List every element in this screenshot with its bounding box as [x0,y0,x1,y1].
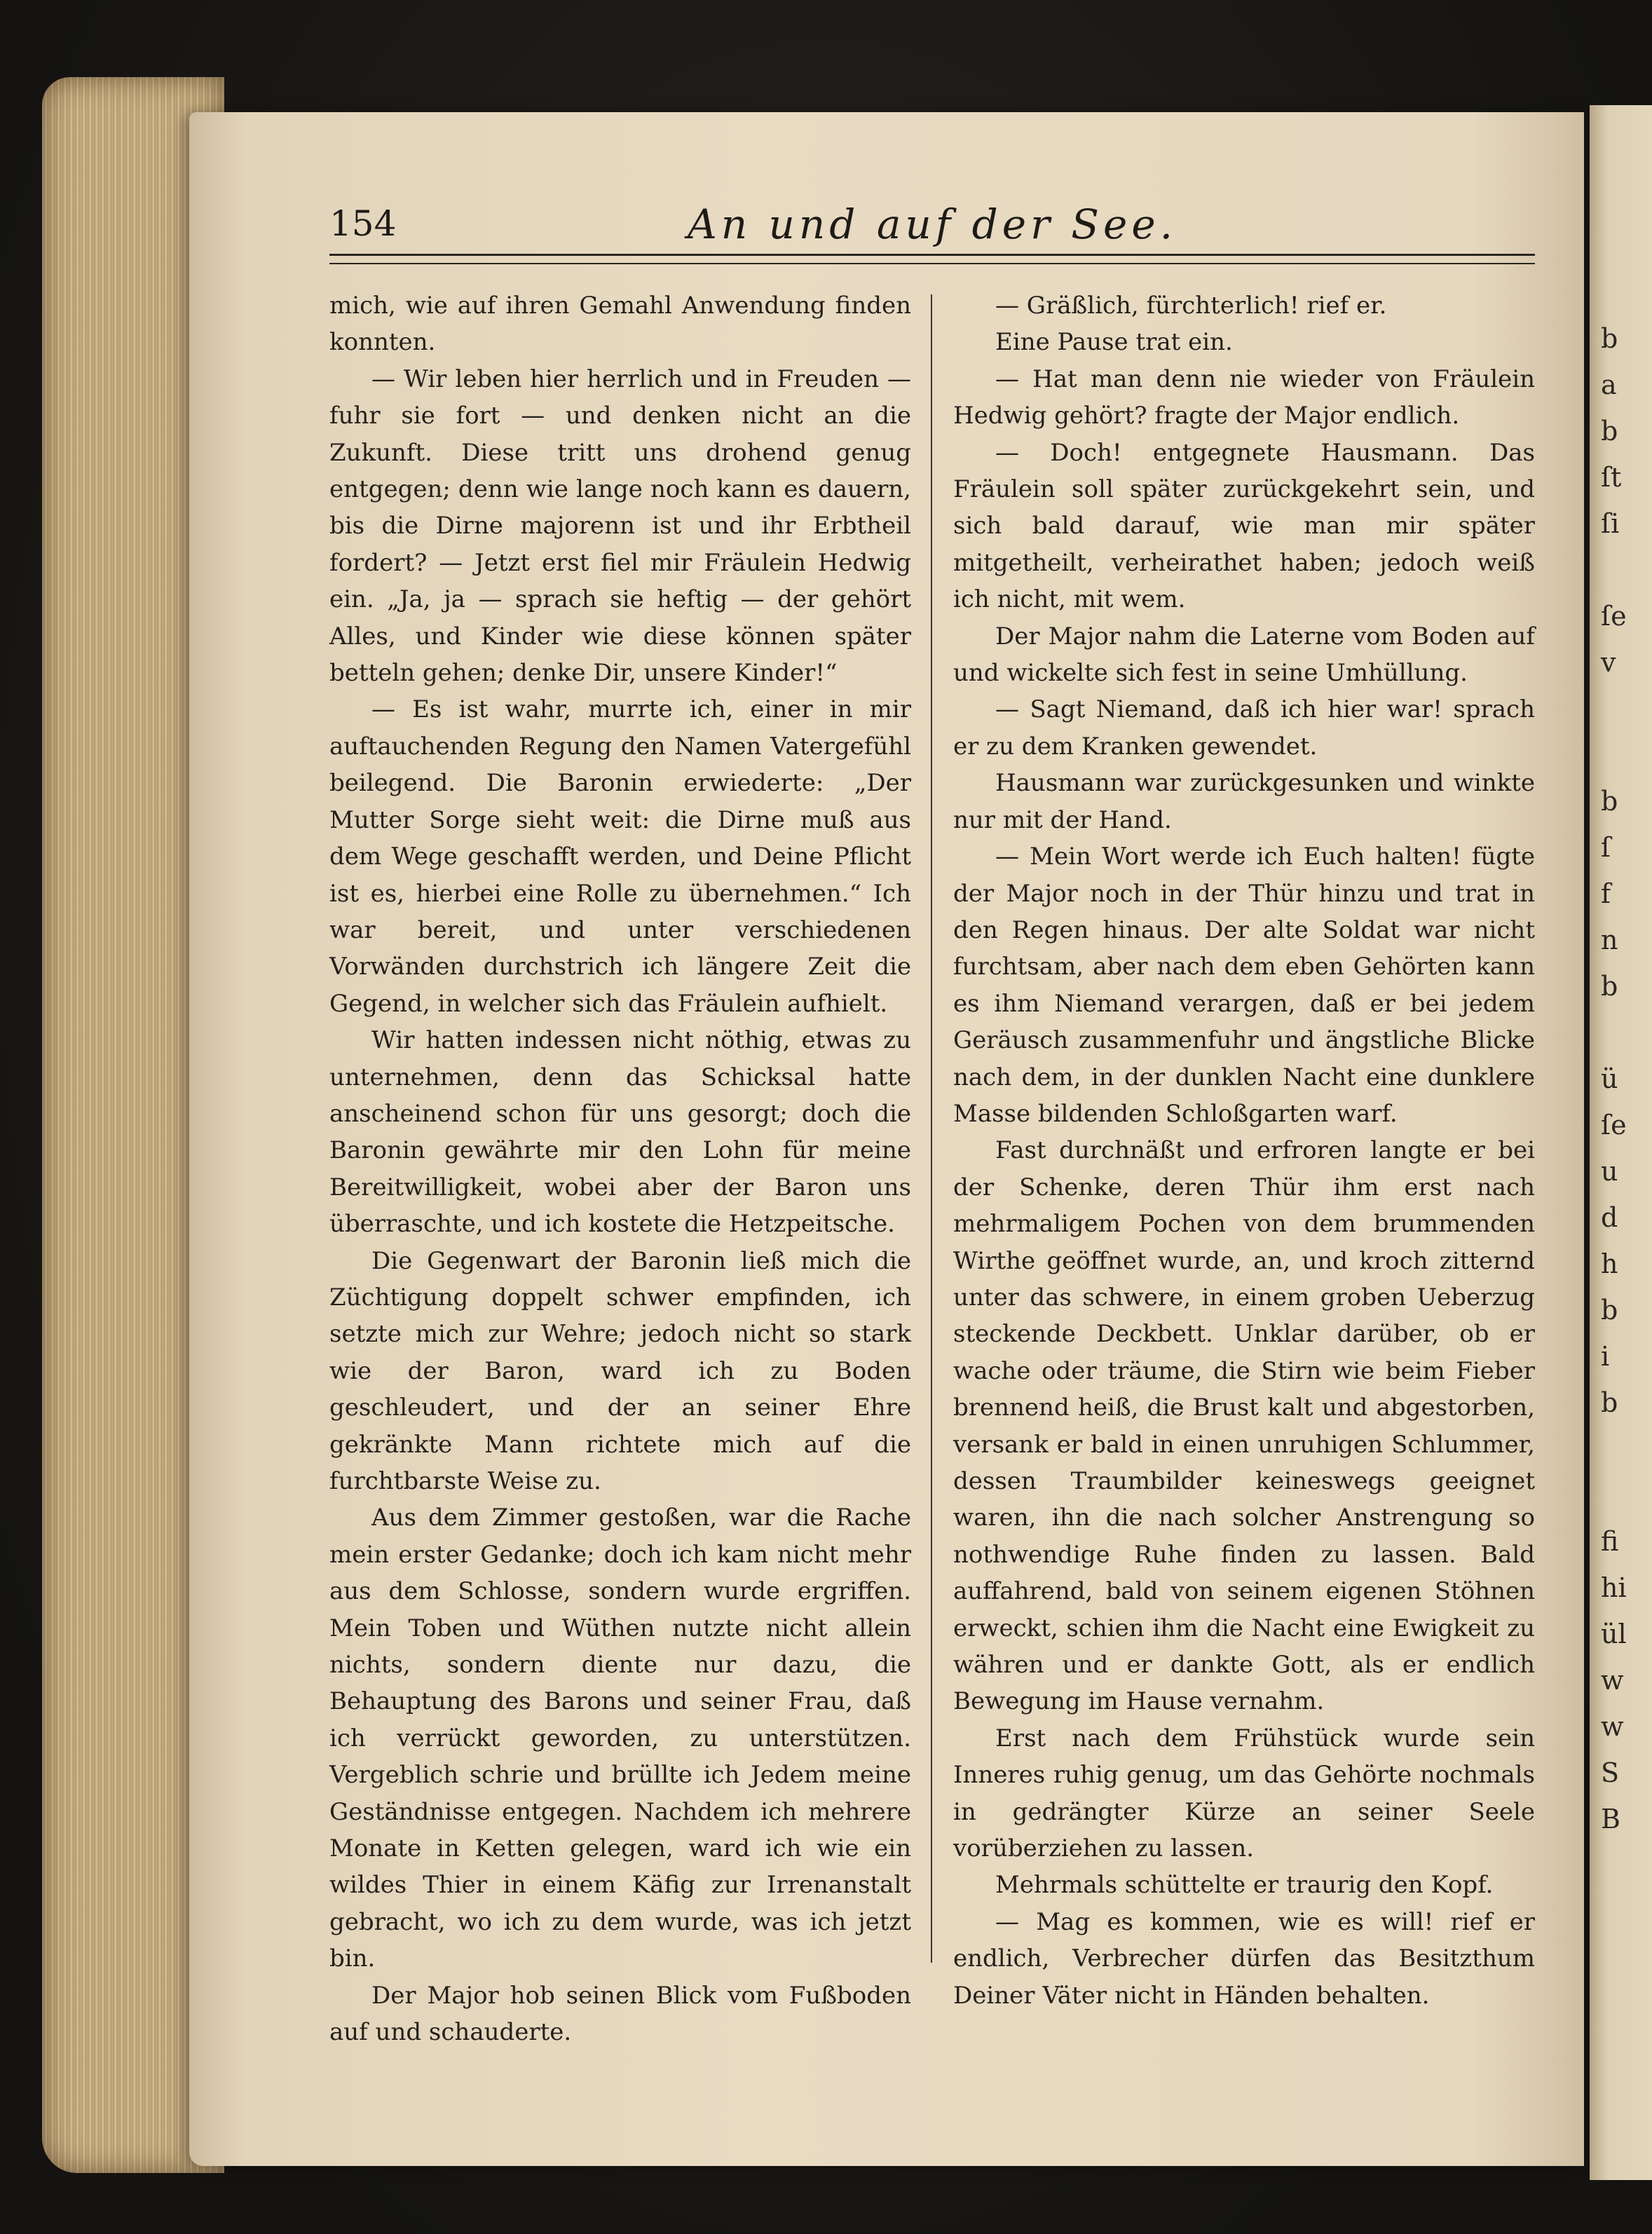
paragraph: Erst nach dem Frühstück wurde sein Inneres ruhig genug, um das Gehörte nochmals in gedrängter Kürze an seiner Seele vorüberziehen zu lassen. [953,1724,1535,1863]
paragraph: Der Major hob seinen Blick vom Fußboden auf und schauderte. [329,1981,911,2047]
paragraph: Eine Pause trat ein. [995,328,1233,357]
header-rule [329,254,1535,264]
paragraph: Aus dem Zimmer gestoßen, war die Rache mein erster Gedanke; doch ich kam nicht mehr aus dem Schlosse, sondern wurde ergriffen. Mein Toben und Wüthen nutzte nicht allein nichts, sondern diente nur dazu, die Behauptung des Barons und seiner Frau, daß ich verrückt geworden, zu unterstützen. Vergeblich schrie und brüllte ich Jedem meine Geständnisse entgegen. Nachdem ich mehrere Monate in Ketten gelegen, ward ich wie ein wildes Thier in einem Käfig zur Irrenanstalt gebracht, wo ich zu dem wurde, was ich jetzt bin. [329,1504,911,1973]
paragraph: — Hat man denn nie wieder von Fräulein Hedwig gehört? fragte der Major endlich. [953,365,1535,430]
column-divider [931,294,932,1963]
running-head [329,200,1535,252]
paragraph: — Sagt Niemand, daß ich hier war! sprach er zu dem Kranken gewendet. [953,695,1535,761]
paragraph: — Es ist wahr, murrte ich, einer in mir auftauchenden Regung den Namen Vatergefühl beilegend. Die Baronin erwiederte: „Der Mutter Sorge sieht weit: die Dirne muß aus dem Wege geschafft werden, und Deine Pflicht ist es, hierbei eine Rolle zu übernehmen.“ Ich war bereit, und unter verschiedenen Vorwänden durchstrich ich längere Zeit die Gegend, in welcher sich das Fräulein aufhielt. [329,695,911,1018]
page-number: 154 [329,203,397,244]
right-column [953,287,1535,2014]
next-page-edge [1590,105,1652,2180]
paragraph: — Mag es kommen, wie es will! rief er endlich, Verbrecher dürfen das Besitzthum Deiner Väter nicht in Händen behalten. [953,1907,1535,2010]
paragraph: Der Major nahm die Laterne vom Boden auf und wickelte sich fest in seine Umhüllung. [953,622,1535,688]
running-title: An und auf der See. [687,200,1177,248]
paragraph: Die Gegenwart der Baronin ließ mich die Züchtigung doppelt schwer empfinden, ich setzte mich zur Wehre; jedoch nicht so stark wie der Baron, ward ich zu Boden geschleudert, und der an seiner Ehre gekränkte Mann richtete mich auf die furchtbarste Weise zu. [329,1246,911,1495]
paragraph: — Gräßlich, fürchterlich! rief er. [995,292,1387,320]
paragraph: — Wir leben hier herrlich und in Freuden — fuhr sie fort — und denken nicht an die Zukunft. Diese tritt uns drohend genug entgegen; denn wie lange noch kann es dauern, bis die Dirne majorenn ist und ihr Erbtheil fordert? — Jetzt erst fiel mir Fräulein Hedwig ein. „Ja, ja — sprach sie heftig — der gehört Alles, und Kinder wie diese können später betteln gehen; denke Dir, unsere Kinder!“ [329,365,911,688]
paragraph: Mehrmals schüttelte er traurig den Kopf. [995,1871,1494,1900]
paragraph: Hausmann war zurückgesunken und winkte nur mit der Hand. [953,769,1535,834]
left-column [329,287,911,2051]
paragraph: — Doch! entgegnete Hausmann. Das Fräulein soll später zurückgekehrt sein, und sich bald darauf, wie man mir später mitgetheilt, verheirathet haben; jedoch weiß ich nicht, mit wem. [953,438,1535,614]
paragraph: — Mein Wort werde ich Euch halten! fügte der Major noch in der Thür hinzu und trat in den Regen hinaus. Der alte Soldat war nicht furchtsam, aber nach dem eben Gehörten kann es ihm Niemand verargen, daß er bei jedem Geräusch zusammenfuhr und ängstliche Blicke nach dem, in der dunklen Nacht eine dunklere Masse bildenden Schloßgarten warf. [953,843,1535,1128]
next-page-text-fragment: b a b ſt ſi ſe v b ſ f n b ü ſe u d h b i b fi hi ül w w S B [1601,323,1627,1834]
paragraph: Fast durchnäßt und erfroren langte er bei der Schenke, deren Thür ihm erst nach mehrmaligem Pochen von dem brummenden Wirthe geöffnet wurde, an, und kroch zitternd unter das schwere, in einem groben Ueberzug steckende Deckbett. Unklar darüber, ob er wache oder träume, die Stirn wie beim Fieber brennend heiß, die Brust kalt und abgestorben, versank er bald in einen unruhigen Schlummer, dessen Traumbilder keineswegs geeignet waren, ihn die nach solcher Anstrengung so nothwendige Ruhe finden zu lassen. Bald auffahrend, bald von seinem eigenen Stöhnen erweckt, schien ihm die Nacht eine Ewigkeit zu währen und er dankte Gott, als er endlich Bewegung im Hause vernahm. [953,1136,1535,1716]
paragraph: mich, wie auf ihren Gemahl Anwendung finden konnten. [329,292,911,357]
paragraph: Wir hatten indessen nicht nöthig, etwas zu unternehmen, denn das Schicksal hatte anscheinend schon für uns gesorgt; doch die Baronin gewährte mir den Lohn für meine Bereitwilligkeit, wobei aber der Baron uns überraschte, und ich kostete die Hetzpeitsche. [329,1026,911,1239]
